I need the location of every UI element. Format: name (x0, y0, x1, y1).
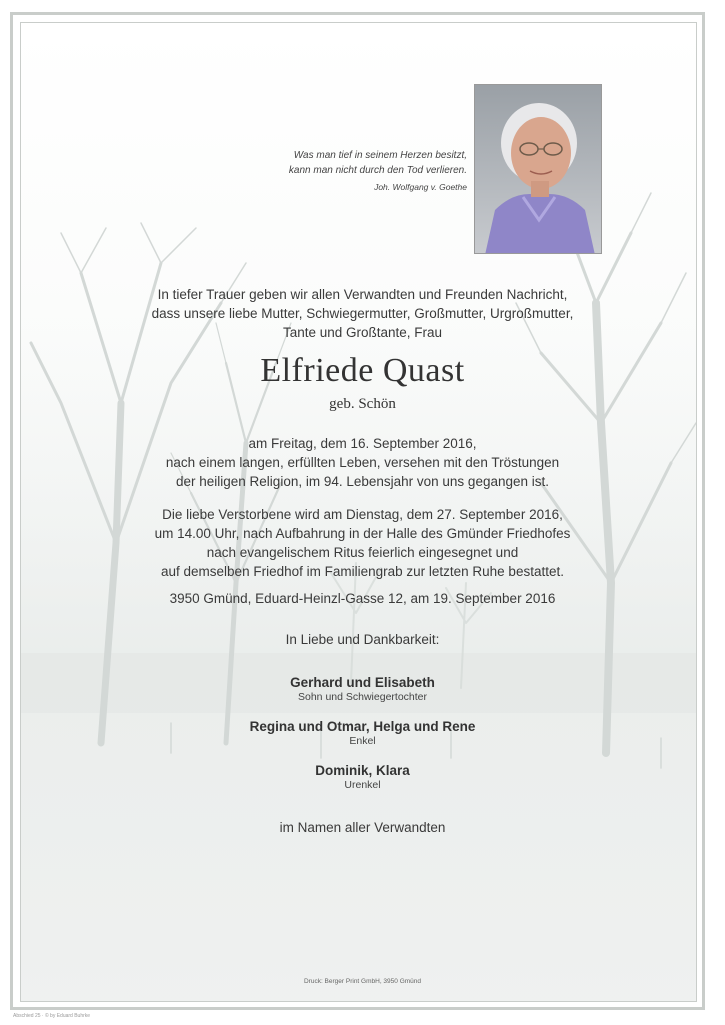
family-relation: Enkel (349, 735, 376, 747)
announcement-line-2: dass unsere liebe Mutter, Schwiegermutter, Großmutter, Urgroßmutter, (151, 306, 574, 321)
funeral-details (20, 505, 705, 581)
family-relation: Sohn und Schwiegertochter (298, 691, 427, 703)
funeral-line-3: nach evangelischem Ritus feierlich eingesegnet und (206, 545, 519, 560)
place-date: 3950 Gmünd, Eduard-Heinzl-Gasse 12, am 19. September 2016 (169, 591, 556, 606)
family-names: Dominik, Klara (315, 763, 410, 778)
on-behalf-line: im Namen aller Verwandten (279, 820, 446, 835)
funeral-line-2: um 14.00 Uhr, nach Aufbahrung in der Halle des Gmünder Friedhofes (154, 526, 571, 541)
family-names: Regina und Otmar, Helga und Rene (249, 719, 476, 734)
family-relation: Urenkel (344, 779, 381, 791)
closing-line: In Liebe und Dankbarkeit: (285, 632, 440, 647)
family-entry (20, 719, 705, 747)
announcement-line-3: Tante und Großtante, Frau (282, 325, 443, 340)
funeral-line-1: Die liebe Verstorbene wird am Dienstag, dem 27. September 2016, (162, 507, 563, 522)
maiden-name: geb. Schön (329, 396, 396, 412)
portrait-photo (474, 84, 602, 254)
family-entry (20, 675, 705, 703)
quote-line-1: Was man tief in seinem Herzen besitzt, (293, 150, 467, 161)
printer-credit: Druck: Berger Print GmbH, 3950 Gmünd (303, 978, 422, 985)
copyright-note: Abschied 25 · © by Eduard Buhrke (13, 1013, 91, 1019)
quote-line-2: kann man nicht durch den Tod verlieren. (288, 165, 467, 176)
goethe-quote (207, 148, 467, 195)
portrait-photo-icon (475, 85, 602, 254)
announcement-line-1: In tiefer Trauer geben wir allen Verwandten und Freunden Nachricht, (157, 287, 568, 302)
death-notice (20, 434, 705, 491)
deceased-name: Elfriede Quast (260, 352, 465, 389)
death-line-2: nach einem langen, erfüllten Leben, versehen mit den Tröstungen (165, 455, 560, 470)
death-line-3: der heiligen Religion, im 94. Lebensjahr von uns gegangen ist. (176, 474, 549, 489)
announcement (20, 285, 705, 342)
family-entry (20, 763, 705, 791)
quote-author: Joh. Wolfgang v. Goethe (374, 182, 467, 192)
funeral-line-4: auf demselben Friedhof im Familiengrab zur letzten Ruhe bestattet. (161, 564, 564, 579)
family-names: Gerhard und Elisabeth (290, 675, 435, 690)
death-line-1: am Freitag, dem 16. September 2016, (248, 436, 477, 451)
